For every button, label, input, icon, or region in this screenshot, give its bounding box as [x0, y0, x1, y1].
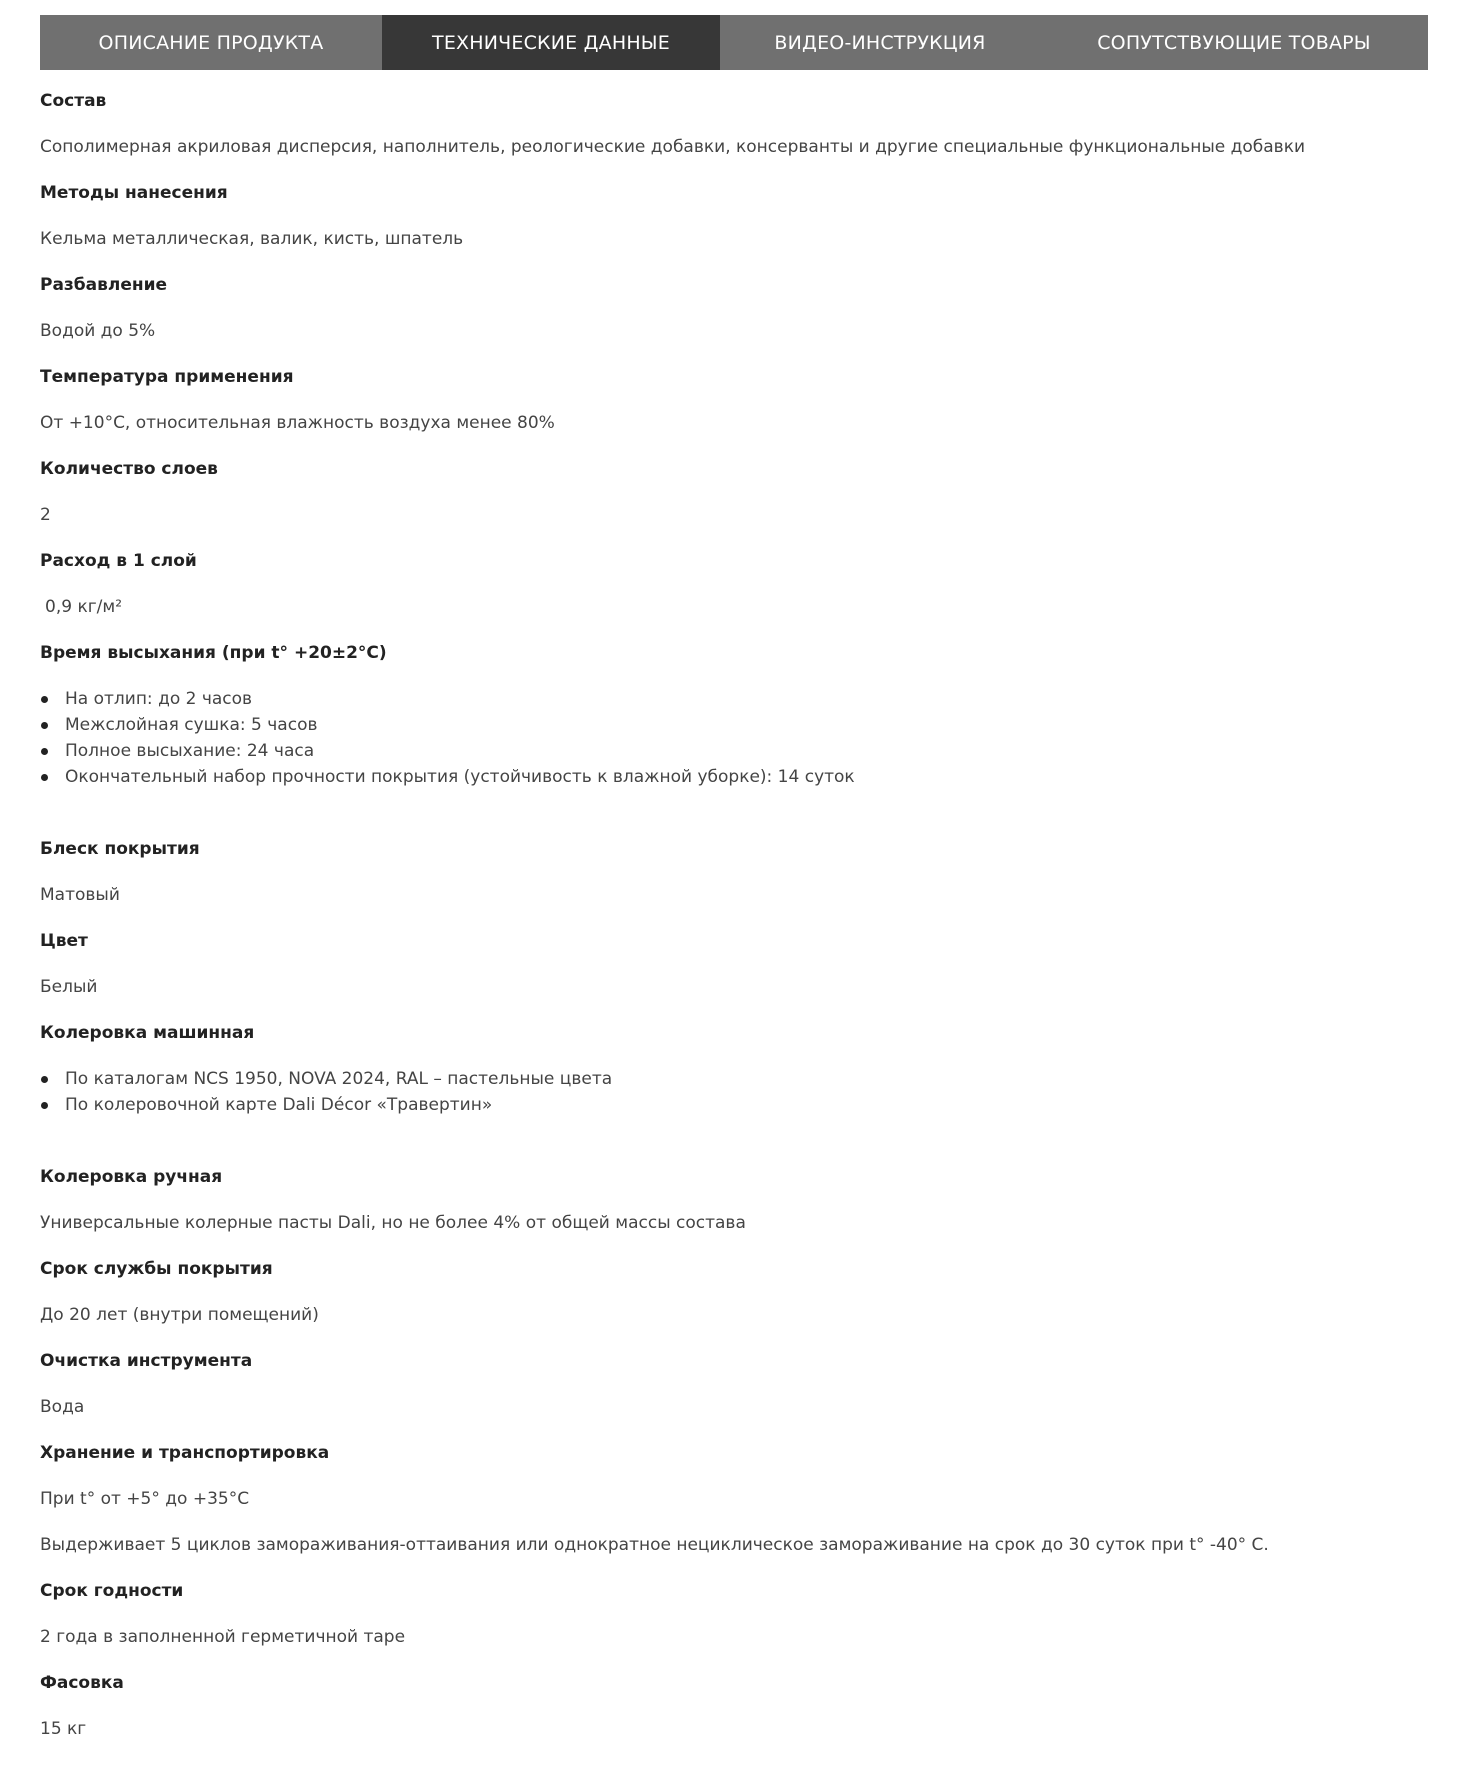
- composition-label: Состав: [40, 91, 107, 111]
- service-life-value: До 20 лет (внутри помещений): [40, 1305, 319, 1325]
- list-item: По каталогам NCS 1950, NOVA 2024, RAL – пастельные цвета: [40, 1066, 1428, 1092]
- color-value: Белый: [40, 977, 98, 997]
- tab-technical-data[interactable]: ТЕХНИЧЕСКИЕ ДАННЫЕ: [382, 15, 720, 70]
- color-label: Цвет: [40, 931, 88, 951]
- tab-related-products[interactable]: СОПУТСТВУЮЩИЕ ТОВАРЫ: [1097, 31, 1371, 54]
- layers-value: 2: [40, 505, 51, 525]
- dilution-label: Разбавление: [40, 275, 168, 295]
- application-temperature-label: Температура применения: [40, 367, 294, 387]
- tool-cleaning-label: Очистка инструмента: [40, 1351, 253, 1371]
- manual-tinting-value: Универсальные колерные пасты Dali, но не более 4% от общей массы состава: [40, 1213, 746, 1233]
- shelf-life-label: Срок годности: [40, 1581, 184, 1601]
- tab-product-description[interactable]: ОПИСАНИЕ ПРОДУКТА: [98, 31, 324, 54]
- application-methods-value: Кельма металлическая, валик, кисть, шпатель: [40, 229, 464, 249]
- dilution-value: Водой до 5%: [40, 321, 156, 341]
- drying-time-label: Время высыхания (при t° +20±2°С): [40, 643, 387, 663]
- packaging-label: Фасовка: [40, 1673, 124, 1693]
- tab-video-instruction[interactable]: ВИДЕО-ИНСТРУКЦИЯ: [774, 31, 986, 54]
- shelf-life-value: 2 года в заполненной герметичной таре: [40, 1627, 406, 1647]
- drying-time-list: [40, 686, 1428, 790]
- composition-value: Сополимерная акриловая дисперсия, наполнитель, реологические добавки, консерванты и другие специальные функциональные добавки: [40, 137, 1306, 157]
- technical-data-panel: [40, 88, 1428, 1762]
- service-life-label: Срок службы покрытия: [40, 1259, 273, 1279]
- list-item: Окончательный набор прочности покрытия (устойчивость к влажной уборке): 14 суток: [40, 764, 1428, 790]
- tool-cleaning-value: Вода: [40, 1397, 85, 1417]
- gloss-value: Матовый: [40, 885, 120, 905]
- list-item: На отлип: до 2 часов: [40, 686, 1428, 712]
- layers-label: Количество слоев: [40, 459, 218, 479]
- list-item: По колеровочной карте Dali Décor «Травертин»: [40, 1092, 1428, 1118]
- storage-note: Выдерживает 5 циклов замораживания-оттаивания или однократное нециклическое замораживание на срок до 30 суток при t° -40° С.: [40, 1535, 1269, 1555]
- storage-label: Хранение и транспортировка: [40, 1443, 330, 1463]
- gloss-label: Блеск покрытия: [40, 839, 200, 859]
- manual-tinting-label: Колеровка ручная: [40, 1167, 223, 1187]
- application-temperature-value: От +10°С, относительная влажность воздуха менее 80%: [40, 413, 555, 433]
- list-item: Полное высыхание: 24 часа: [40, 738, 1428, 764]
- application-methods-label: Методы нанесения: [40, 183, 228, 203]
- storage-value: При t° от +5° до +35°С: [40, 1489, 250, 1509]
- list-item: Межслойная сушка: 5 часов: [40, 712, 1428, 738]
- machine-tinting-list: [40, 1066, 1428, 1118]
- product-tabs: [40, 15, 1428, 70]
- packaging-value: 15 кг: [40, 1719, 87, 1739]
- consumption-label: Расход в 1 слой: [40, 551, 197, 571]
- machine-tinting-label: Колеровка машинная: [40, 1023, 255, 1043]
- consumption-value: 0,9 кг/м²: [45, 597, 123, 617]
